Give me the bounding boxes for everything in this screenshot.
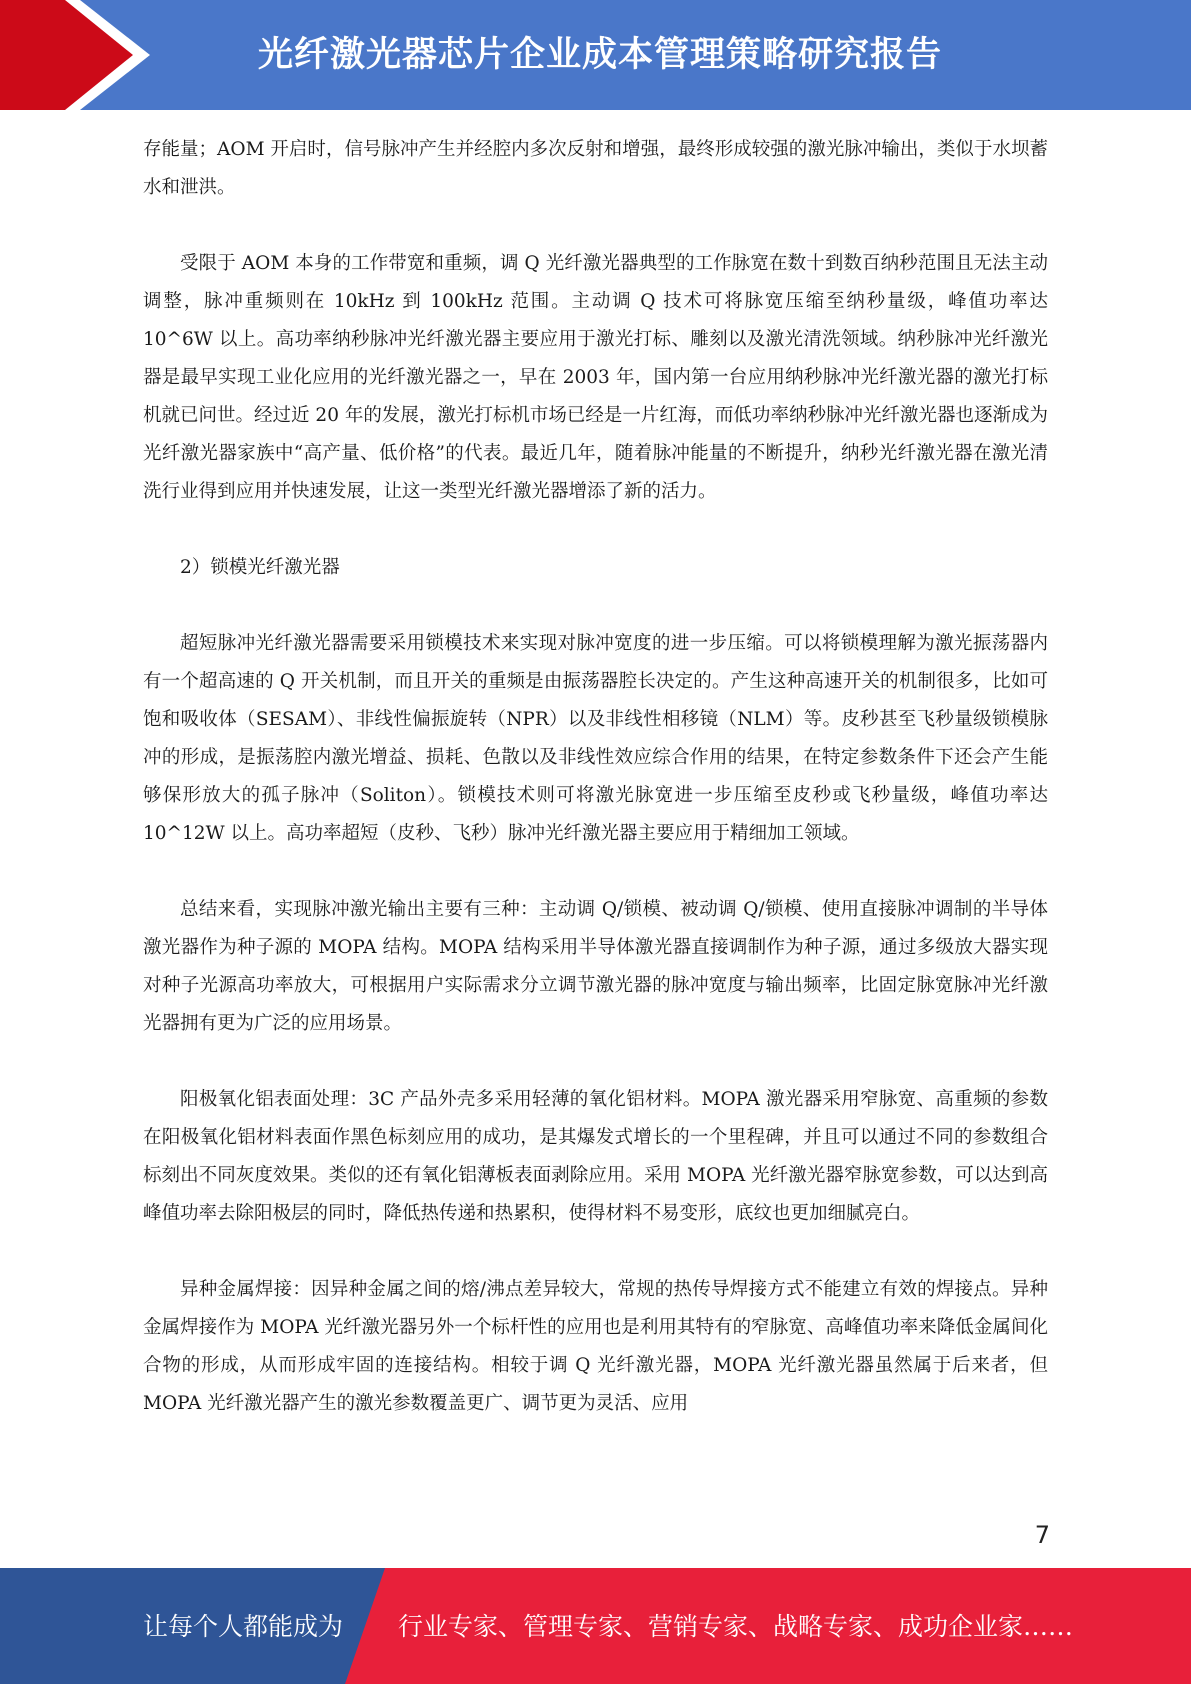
paragraph-anodized-aluminum: 阳极氧化铝表面处理：3C 产品外壳多采用轻薄的氧化铝材料。MOPA 激光器采用窄脉宽、高重频的参数在阳极氧化铝材料表面作黑色标刻应用的成功，是其爆发式增长的一个里程碑，并且可以通过不同的参数组合标刻出不同灰度效果。类似的还有氧化铝薄板表面剥除应用。采用 MOPA 光纤激光器窄脉宽参数，可以达到高峰值功率去除阳极层的同时，降低热传递和热累积，使得材料不易变形，底纹也更加细腻亮白。 <box>143 1089 1048 1224</box>
page-number: 7 <box>1034 1521 1050 1549</box>
page-footer <box>0 1568 1191 1684</box>
header-red-arrow-icon <box>0 0 150 110</box>
body-text <box>143 131 1048 1461</box>
footer-slogan-left: 让每个人都能成为 <box>143 1612 344 1641</box>
paragraph-q-switch: 受限于 AOM 本身的工作带宽和重频，调 Q 光纤激光器典型的工作脉宽在数十到数百纳秒范围且无法主动调整，脉冲重频则在 10kHz 到 100kHz 范围。主动调 Q 技术可将脉宽压缩至纳秒量级，峰值功率达 10^6W 以上。高功率纳秒脉冲光纤激光器主要应用于激光打标、雕刻以及激光清洗领域。纳秒脉冲光纤激光器是最早实现工业化应用的光纤激光器之一，早在 2003 年，国内第一台应用纳秒脉冲光纤激光器的激光打标机就已问世。经过近 20 年的发展，激光打标机市场已经是一片红海，而低功率纳秒脉冲光纤激光器也逐渐成为光纤激光器家族中“高产量、低价格”的代表。最近几年，随着脉冲能量的不断提升，纳秒光纤激光器在激光清洗行业得到应用并快速发展，让这一类型光纤激光器增添了新的活力。 <box>143 253 1048 502</box>
footer-slogan-right: 行业专家、管理专家、营销专家、战略专家、成功企业家…… <box>398 1612 1074 1641</box>
paragraph-dissimilar-welding: 异种金属焊接：因异种金属之间的熔/沸点差异较大，常规的热传导焊接方式不能建立有效的焊接点。异种金属焊接作为 MOPA 光纤激光器另外一个标杆性的应用也是利用其特有的窄脉宽、高峰值功率来降低金属间化合物的形成，从而形成牢固的连接结构。相较于调 Q 光纤激光器，MOPA 光纤激光器虽然属于后来者，但 MOPA 光纤激光器产生的激光参数覆盖更广、调节更为灵活、应用 <box>143 1279 1048 1414</box>
paragraph-ultrashort: 超短脉冲光纤激光器需要采用锁模技术来实现对脉冲宽度的进一步压缩。可以将锁模理解为激光振荡器内有一个超高速的 Q 开关机制，而且开关的重频是由振荡器腔长决定的。产生这种高速开关的机制很多，比如可饱和吸收体（SESAM）、非线性偏振旋转（NPR）以及非线性相移镜（NLM）等。皮秒甚至飞秒量级锁模脉冲的形成，是振荡腔内激光增益、损耗、色散以及非线性效应综合作用的结果，在特定参数条件下还会产生能够保形放大的孤子脉冲（Soliton）。锁模技术则可将激光脉宽进一步压缩至皮秒或飞秒量级，峰值功率达 10^12W 以上。高功率超短（皮秒、飞秒）脉冲光纤激光器主要应用于精细加工领域。 <box>143 633 1048 844</box>
paragraph-summary: 总结来看，实现脉冲激光输出主要有三种：主动调 Q/锁模、被动调 Q/锁模、使用直接脉冲调制的半导体激光器作为种子源的 MOPA 结构。MOPA 结构采用半导体激光器直接调制作为种子源，通过多级放大器实现对种子光源高功率放大，可根据用户实际需求分立调节激光器的脉冲宽度与输出频率，比固定脉宽脉冲光纤激光器拥有更为广泛的应用场景。 <box>143 899 1048 1034</box>
page-header <box>0 0 1191 110</box>
paragraph-continued: 存能量；AOM 开启时，信号脉冲产生并经腔内多次反射和增强，最终形成较强的激光脉冲输出，类似于水坝蓄水和泄洪。 <box>143 139 1048 198</box>
document-title: 光纤激光器芯片企业成本管理策略研究报告 <box>258 35 943 75</box>
section-heading-mode-locked: 2）锁模光纤激光器 <box>180 557 340 578</box>
